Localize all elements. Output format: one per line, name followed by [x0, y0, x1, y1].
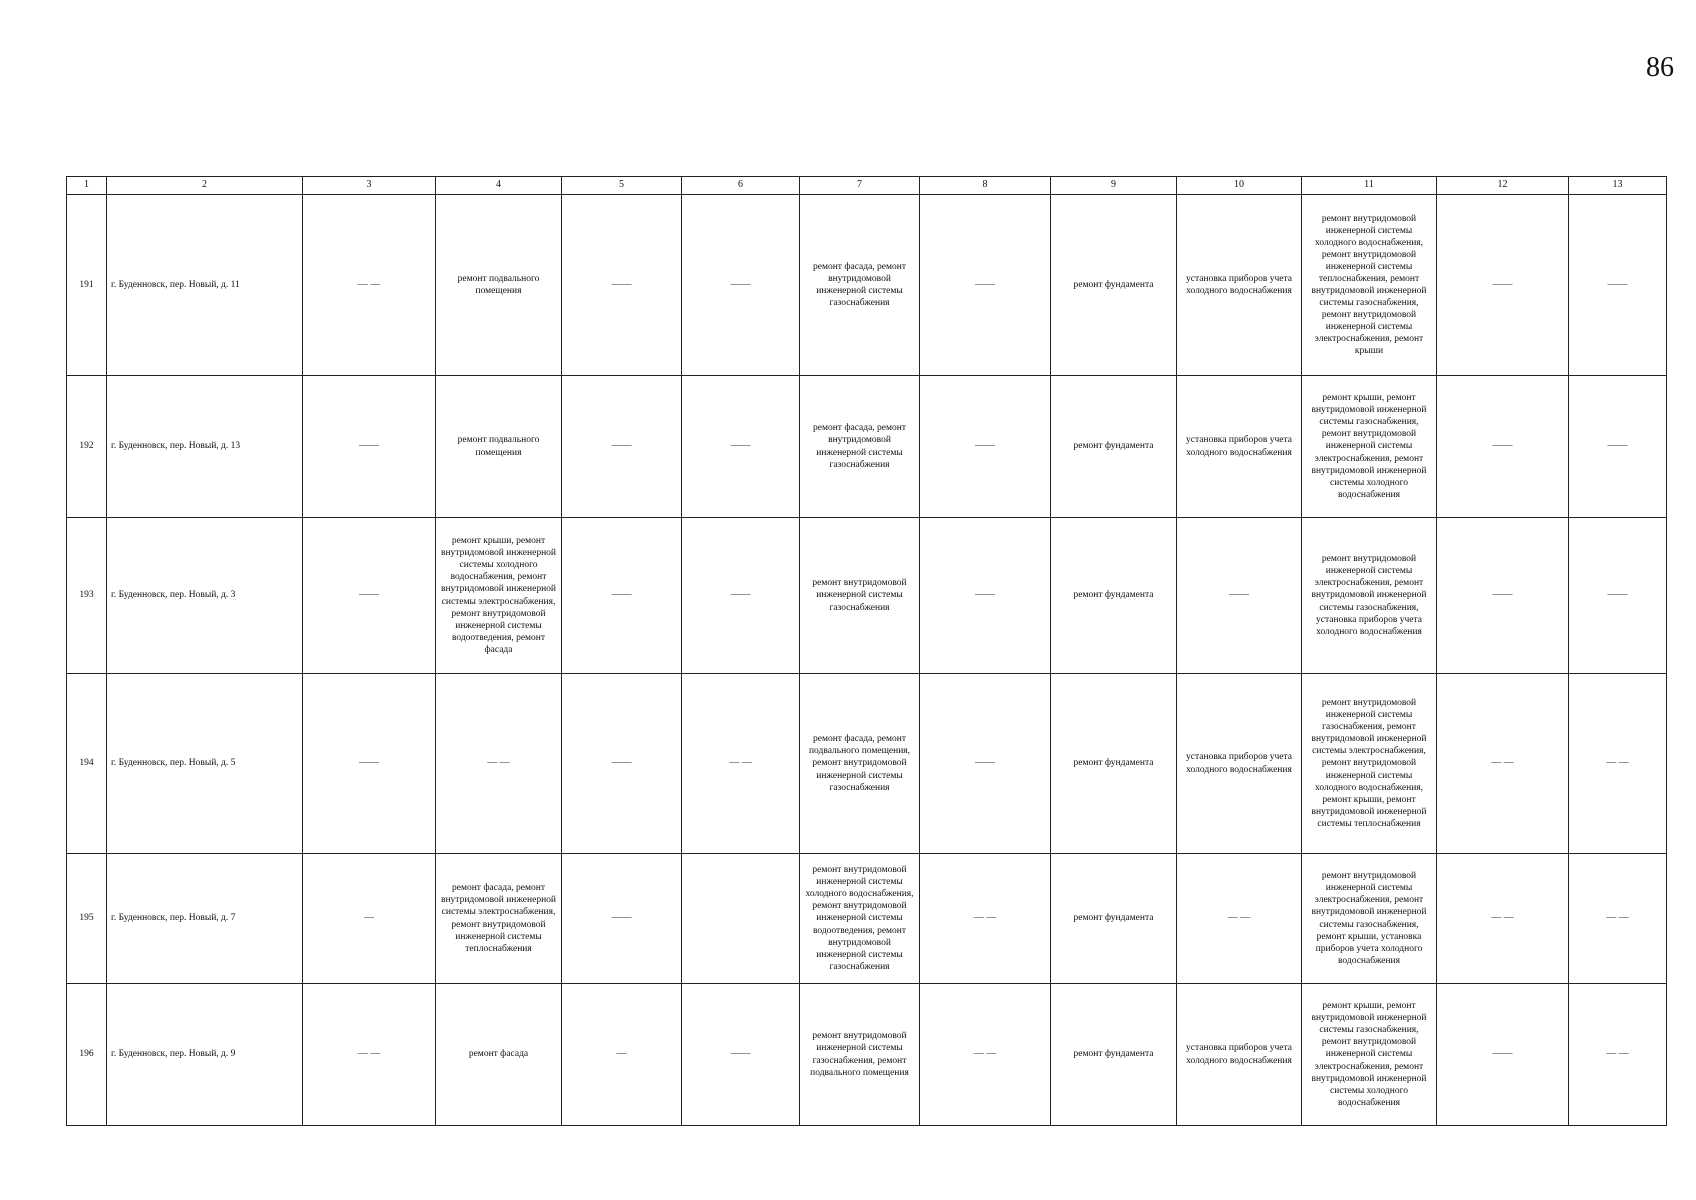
col6-cell: —— [682, 376, 800, 518]
column-header: 8 [920, 177, 1051, 195]
col10-cell: установка приборов учета холодного водоснабжения [1177, 195, 1302, 376]
col13-cell: —— [1569, 376, 1667, 518]
col4-cell: ремонт фасада, ремонт внутридомовой инженерной системы электроснабжения, ремонт внутридомовой инженерной системы теплоснабжения [436, 854, 562, 984]
col10-cell: —— [1177, 518, 1302, 674]
col5-cell: —— [562, 195, 682, 376]
col9-cell: ремонт фундамента [1051, 518, 1177, 674]
col6-cell: — — [682, 674, 800, 854]
column-header: 3 [303, 177, 436, 195]
row-number-cell: 194 [67, 674, 107, 854]
col11-cell: ремонт крыши, ремонт внутридомовой инженерной системы газоснабжения, ремонт внутридомовой инженерной системы электроснабжения, ремонт внутридомовой инженерной системы холодного водоснабжения [1302, 984, 1437, 1126]
column-header: 2 [107, 177, 303, 195]
col11-cell: ремонт крыши, ремонт внутридомовой инженерной системы газоснабжения, ремонт внутридомовой инженерной системы электроснабжения, ремонт внутридомовой инженерной системы холодного водоснабжения [1302, 376, 1437, 518]
repair-schedule-table [66, 176, 1667, 1126]
col10-cell: — — [1177, 854, 1302, 984]
col3-cell: —— [303, 376, 436, 518]
col12-cell: —— [1437, 518, 1569, 674]
col4-cell: ремонт подвального помещения [436, 195, 562, 376]
col7-cell: ремонт внутридомовой инженерной системы газоснабжения [800, 518, 920, 674]
col6-cell: —— [682, 984, 800, 1126]
column-header: 11 [1302, 177, 1437, 195]
col7-cell: ремонт фасада, ремонт внутридомовой инженерной системы газоснабжения [800, 195, 920, 376]
col8-cell: —— [920, 518, 1051, 674]
table-body [67, 195, 1667, 1126]
col8-cell: —— [920, 195, 1051, 376]
col6-cell: —— [682, 195, 800, 376]
col11-cell: ремонт внутридомовой инженерной системы электроснабжения, ремонт внутридомовой инженерной системы газоснабжения, установка приборов учета холодного водоснабжения [1302, 518, 1437, 674]
row-number-cell: 192 [67, 376, 107, 518]
col9-cell: ремонт фундамента [1051, 984, 1177, 1126]
col13-cell: —— [1569, 195, 1667, 376]
col3-cell: — [303, 854, 436, 984]
table-row [67, 195, 1667, 376]
col13-cell: —— [1569, 518, 1667, 674]
col5-cell: —— [562, 674, 682, 854]
column-header: 12 [1437, 177, 1569, 195]
col11-cell: ремонт внутридомовой инженерной системы электроснабжения, ремонт внутридомовой инженерной системы газоснабжения, ремонт крыши, установка приборов учета холодного водоснабжения [1302, 854, 1437, 984]
col3-cell: — — [303, 984, 436, 1126]
col4-cell: ремонт подвального помещения [436, 376, 562, 518]
col12-cell: —— [1437, 195, 1569, 376]
col12-cell: —— [1437, 376, 1569, 518]
col4-cell: ремонт фасада [436, 984, 562, 1126]
col9-cell: ремонт фундамента [1051, 674, 1177, 854]
col4-cell: ремонт крыши, ремонт внутридомовой инженерной системы холодного водоснабжения, ремонт внутридомовой инженерной системы электроснабжения, ремонт внутридомовой инженерной системы водоотведения, ремонт фасада [436, 518, 562, 674]
col5-cell: —— [562, 854, 682, 984]
col10-cell: установка приборов учета холодного водоснабжения [1177, 376, 1302, 518]
col8-cell: —— [920, 376, 1051, 518]
col12-cell: —— [1437, 984, 1569, 1126]
col6-cell [682, 854, 800, 984]
col8-cell: —— [920, 674, 1051, 854]
col13-cell: — — [1569, 674, 1667, 854]
col8-cell: — — [920, 854, 1051, 984]
col8-cell: — — [920, 984, 1051, 1126]
col5-cell: — [562, 984, 682, 1126]
column-header: 6 [682, 177, 800, 195]
col13-cell: — — [1569, 984, 1667, 1126]
column-header: 13 [1569, 177, 1667, 195]
column-header: 4 [436, 177, 562, 195]
column-header: 7 [800, 177, 920, 195]
row-number-cell: 195 [67, 854, 107, 984]
col9-cell: ремонт фундамента [1051, 376, 1177, 518]
col10-cell: установка приборов учета холодного водоснабжения [1177, 984, 1302, 1126]
header-row [67, 177, 1667, 195]
col13-cell: — — [1569, 854, 1667, 984]
address-cell: г. Буденновск, пер. Новый, д. 13 [107, 376, 303, 518]
table-row [67, 376, 1667, 518]
col12-cell: — — [1437, 854, 1569, 984]
col9-cell: ремонт фундамента [1051, 854, 1177, 984]
column-header: 5 [562, 177, 682, 195]
address-cell: г. Буденновск, пер. Новый, д. 5 [107, 674, 303, 854]
address-cell: г. Буденновск, пер. Новый, д. 7 [107, 854, 303, 984]
column-header: 10 [1177, 177, 1302, 195]
address-cell: г. Буденновск, пер. Новый, д. 11 [107, 195, 303, 376]
col9-cell: ремонт фундамента [1051, 195, 1177, 376]
address-cell: г. Буденновск, пер. Новый, д. 9 [107, 984, 303, 1126]
row-number-cell: 193 [67, 518, 107, 674]
col3-cell: —— [303, 518, 436, 674]
table-row [67, 984, 1667, 1126]
col4-cell: — — [436, 674, 562, 854]
row-number-cell: 196 [67, 984, 107, 1126]
page-number: 86 [1646, 52, 1674, 83]
col7-cell: ремонт внутридомовой инженерной системы газоснабжения, ремонт подвального помещения [800, 984, 920, 1126]
col10-cell: установка приборов учета холодного водоснабжения [1177, 674, 1302, 854]
col3-cell: —— [303, 674, 436, 854]
table-row [67, 854, 1667, 984]
col5-cell: —— [562, 376, 682, 518]
col7-cell: ремонт фасада, ремонт подвального помещения, ремонт внутридомовой инженерной системы газоснабжения [800, 674, 920, 854]
column-header: 9 [1051, 177, 1177, 195]
col6-cell: —— [682, 518, 800, 674]
col11-cell: ремонт внутридомовой инженерной системы холодного водоснабжения, ремонт внутридомовой инженерной системы теплоснабжения, ремонт внутридомовой инженерной системы газоснабжения, ремонт внутридомовой инженерной системы электроснабжения, ремонт крыши [1302, 195, 1437, 376]
table-row [67, 518, 1667, 674]
row-number-cell: 191 [67, 195, 107, 376]
column-header: 1 [67, 177, 107, 195]
col3-cell: — — [303, 195, 436, 376]
col7-cell: ремонт внутридомовой инженерной системы холодного водоснабжения, ремонт внутридомовой инженерной системы водоотведения, ремонт внутридомовой инженерной системы газоснабжения [800, 854, 920, 984]
table-row [67, 674, 1667, 854]
col11-cell: ремонт внутридомовой инженерной системы газоснабжения, ремонт внутридомовой инженерной системы электроснабжения, ремонт внутридомовой инженерной системы холодного водоснабжения, ремонт крыши, ремонт внутридомовой инженерной системы теплоснабжения [1302, 674, 1437, 854]
col7-cell: ремонт фасада, ремонт внутридомовой инженерной системы газоснабжения [800, 376, 920, 518]
address-cell: г. Буденновск, пер. Новый, д. 3 [107, 518, 303, 674]
col12-cell: — — [1437, 674, 1569, 854]
col5-cell: —— [562, 518, 682, 674]
